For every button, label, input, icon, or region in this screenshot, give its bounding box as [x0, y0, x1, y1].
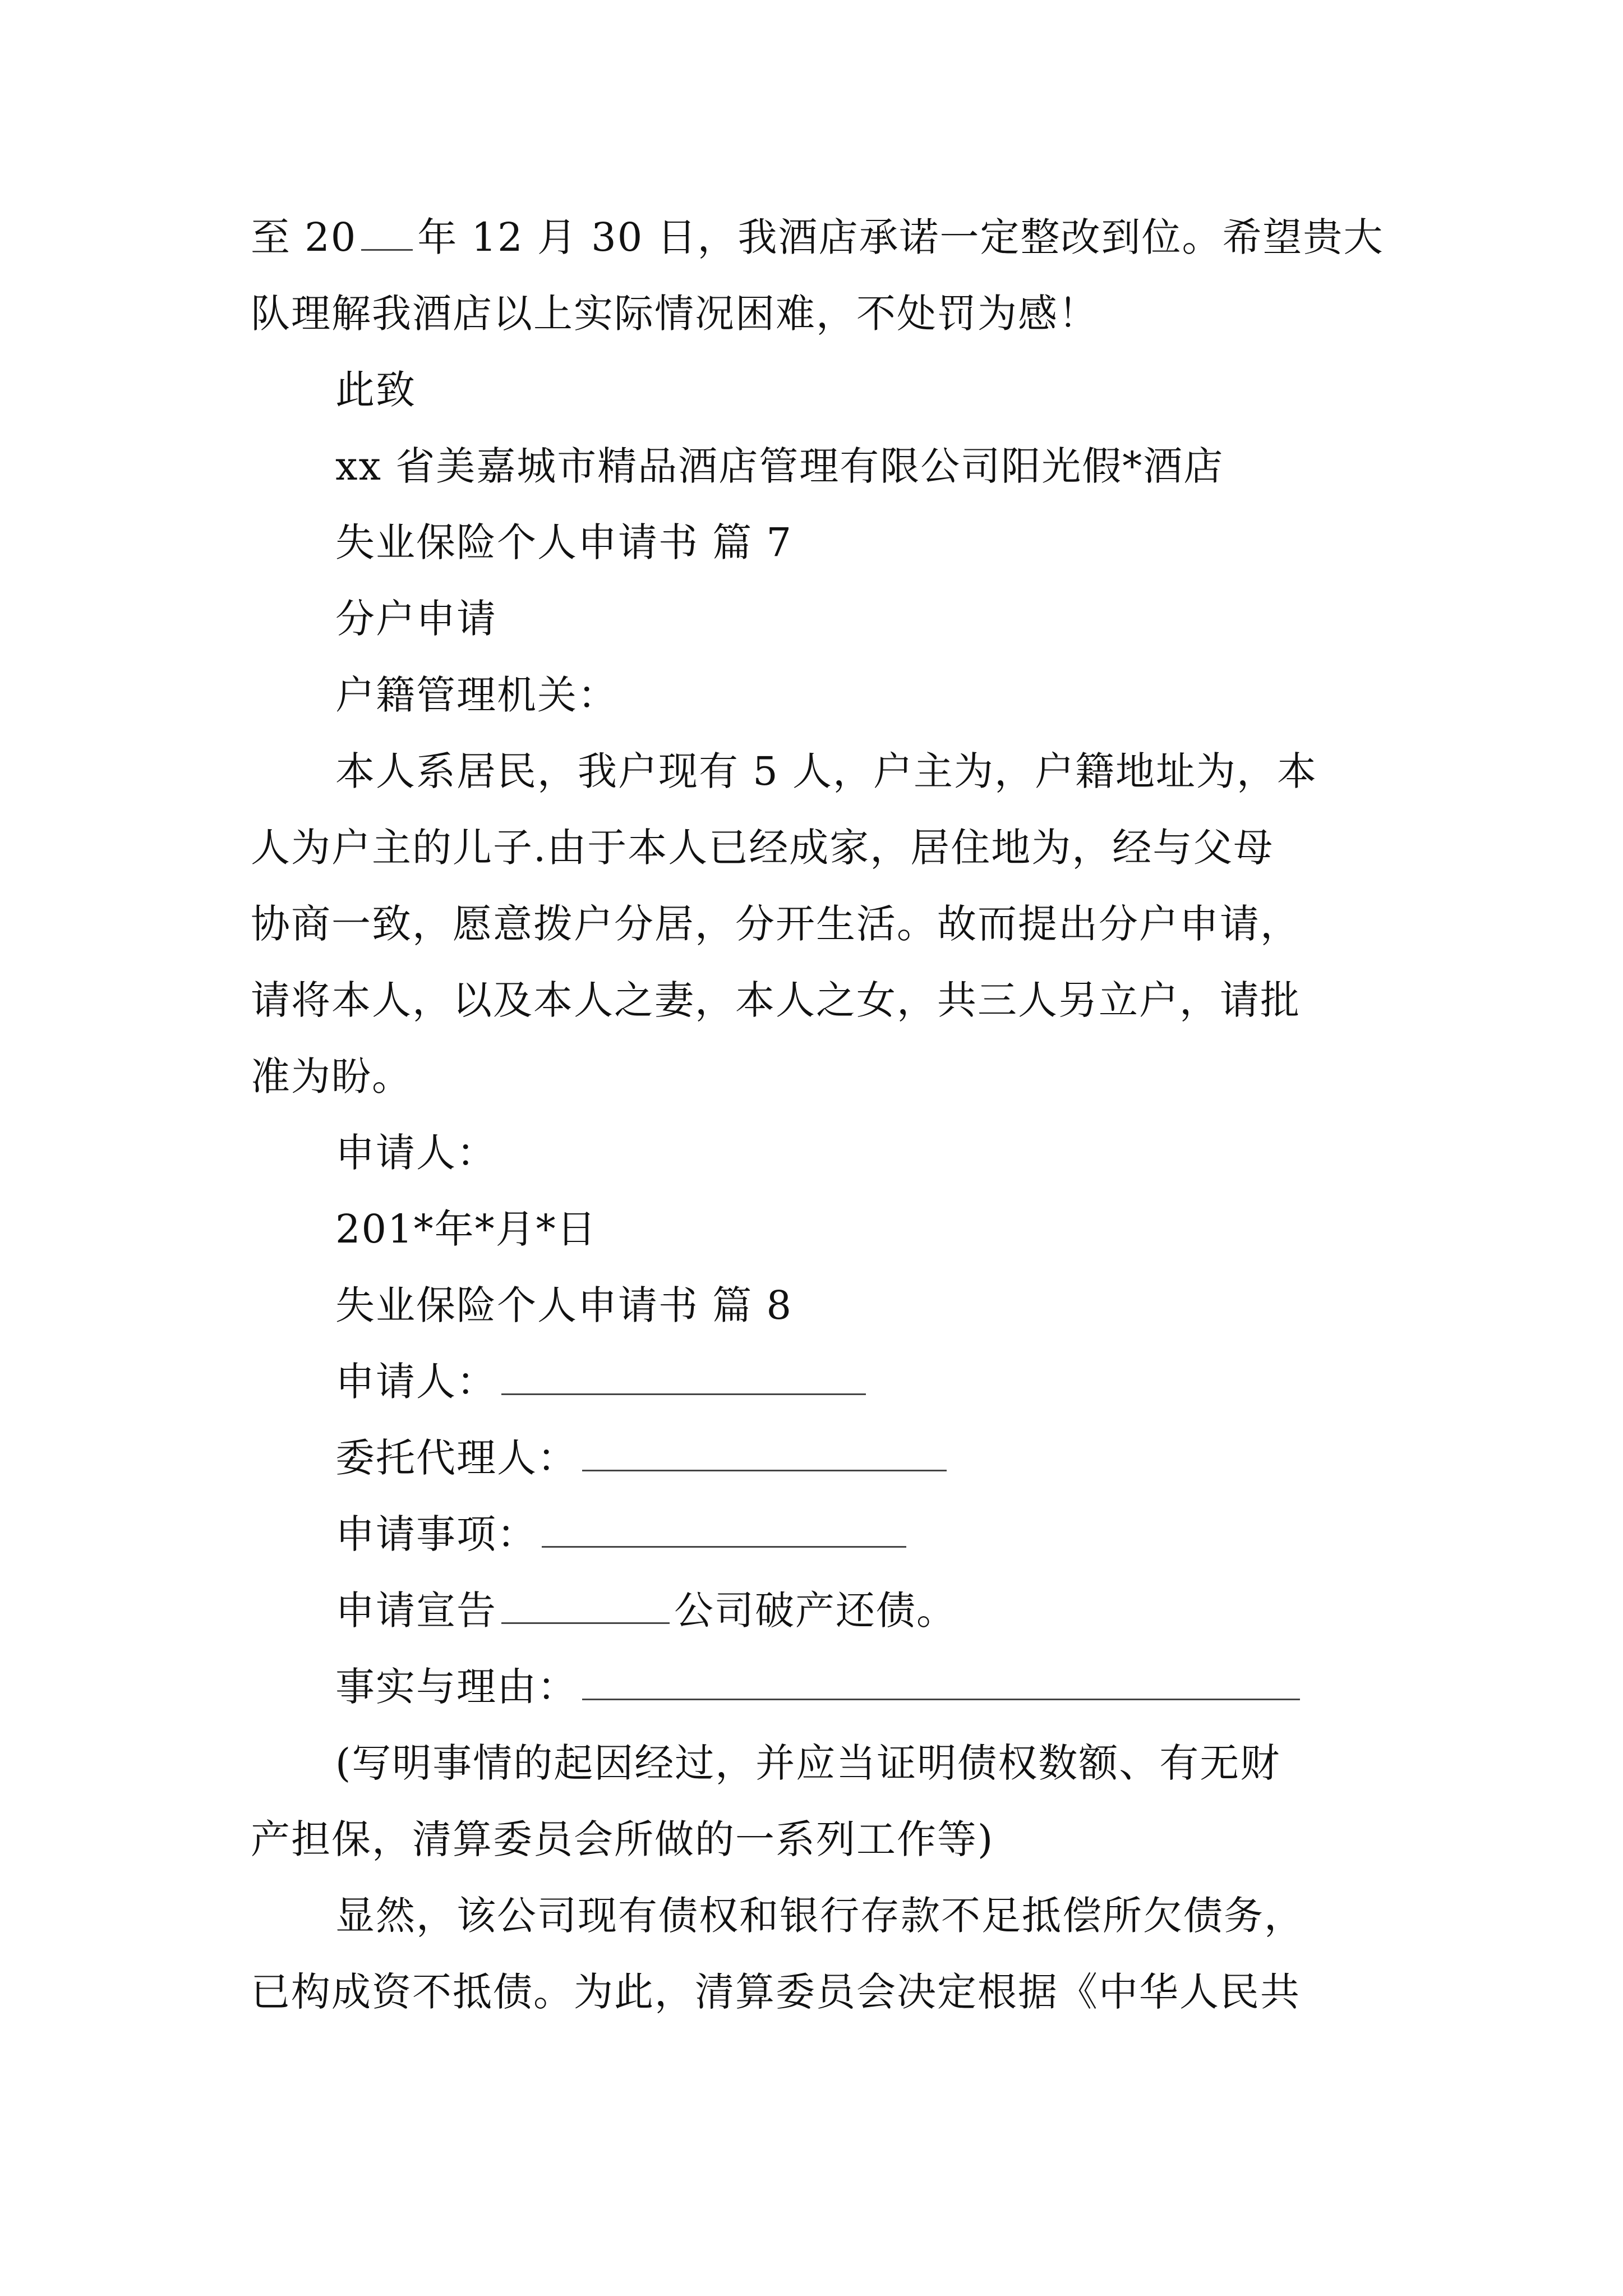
form-label: 申请事项：: [335, 1511, 537, 1557]
section-title-8: 失业保险个人申请书 篇 8: [335, 1282, 793, 1328]
fill-in-blank: [501, 1361, 866, 1395]
fill-in-blank: [582, 1437, 947, 1471]
form-label: 委托代理人：: [335, 1435, 578, 1481]
form-row-agent: [335, 1433, 951, 1483]
paragraph-3-line-2: 产担保，清算委员会所做的一系列工作等): [251, 1816, 994, 1862]
date-line: 201*年*月*日: [335, 1206, 597, 1252]
text-segment: 年 12 月 30 日，我酒店承诺一定整改到位。希望贵大: [417, 214, 1384, 260]
fill-in-blank: [582, 1666, 1300, 1700]
form-row-applicant: [335, 1356, 870, 1407]
paragraph-2-line-4: 请将本人，以及本人之妻，本人之女，共三人另立户，请批: [251, 977, 1301, 1023]
fill-in-blank: [542, 1513, 906, 1548]
form-row-matter: [335, 1509, 911, 1559]
form-text: 公司破产还债。: [674, 1588, 957, 1634]
addressee: 户籍管理机关：: [335, 672, 618, 718]
fill-in-blank: [361, 217, 413, 251]
signatory-hotel: xx 省美嘉城市精品酒店管理有限公司阳光假*酒店: [335, 443, 1224, 489]
closing-salutation: 此致: [335, 367, 416, 413]
paragraph-4-line-1: 显然，该公司现有债权和银行存款不足抵偿所欠债务，: [335, 1893, 1304, 1939]
form-row-facts: [335, 1662, 1304, 1712]
paragraph-2-line-5: 准为盼。: [251, 1053, 412, 1099]
paragraph-1-line-2: 队理解我酒店以上实际情况困难，不处罚为感！: [251, 291, 1099, 337]
section-subtitle-7: 分户申请: [335, 596, 497, 642]
paragraph-1-line-1: [251, 212, 1384, 263]
section-title-7: 失业保险个人申请书 篇 7: [335, 519, 793, 565]
form-label: 申请宣告: [335, 1588, 497, 1634]
form-row-declare: [335, 1585, 957, 1636]
text-segment: 至 20: [251, 214, 357, 260]
fill-in-blank: [501, 1590, 670, 1624]
paragraph-2-line-3: 协商一致，愿意拨户分居，分开生活。故而提出分户申请，: [251, 901, 1301, 947]
applicant-label: 申请人：: [335, 1130, 497, 1176]
form-label: 事实与理由：: [335, 1664, 578, 1710]
paragraph-3-line-1: (写明事情的起因经过，并应当证明债权数额、有无财: [335, 1740, 1281, 1786]
paragraph-4-line-2: 已构成资不抵债。为此，清算委员会决定根据《中华人民共: [251, 1969, 1301, 2015]
form-label: 申请人：: [335, 1359, 497, 1405]
paragraph-2-line-1: 本人系居民，我户现有 5 人，户主为，户籍地址为，本: [335, 748, 1318, 794]
paragraph-2-line-2: 人为户主的儿子.由于本人已经成家，居住地为，经与父母: [251, 825, 1274, 871]
